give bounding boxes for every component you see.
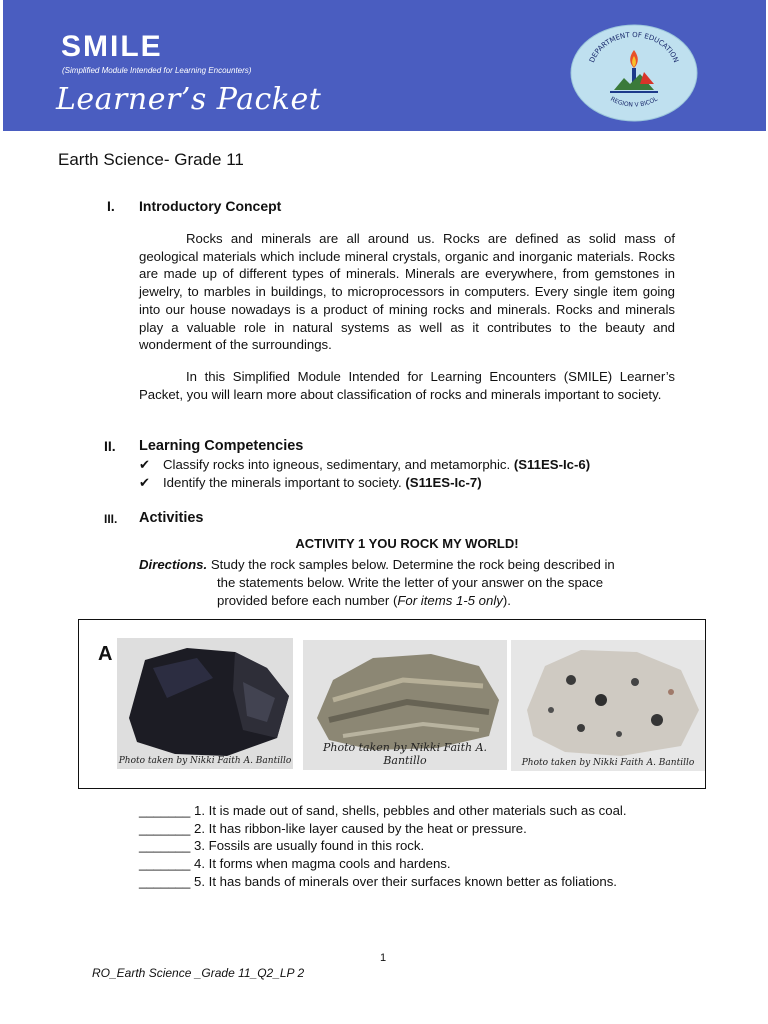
activity-item-2: _______ 2. It has ribbon-like layer caused by the heat or pressure. xyxy=(139,821,527,836)
brand-title: SMILE xyxy=(61,30,163,63)
section-title-competencies: Learning Competencies xyxy=(139,438,304,454)
directions-line-2: the statements below. Write the letter of your answer on the space xyxy=(217,575,604,590)
competency-item: ✔ Classify rocks into igneous, sedimentary, and metamorphic. (S11ES-Ic-6) xyxy=(139,457,591,472)
section-number-intro: I. xyxy=(107,198,115,214)
rock-photo-granite xyxy=(511,640,705,771)
obsidian-rock-image xyxy=(117,638,293,769)
section-title-intro: Introductory Concept xyxy=(139,198,282,214)
activity-title: ACTIVITY 1 YOU ROCK MY WORLD! xyxy=(295,536,519,551)
activity-item-4: _______ 4. It forms when magma cools and hardens. xyxy=(139,856,451,871)
competency-item: ✔ Identify the minerals important to society. (S11ES-Ic-7) xyxy=(139,475,482,490)
box-label: A xyxy=(98,643,113,665)
brand-subtitle: (Simplified Module Intended for Learning Encounters) xyxy=(62,66,252,75)
activity-item-3: _______ 3. Fossils are usually found in this rock. xyxy=(139,838,425,853)
rock-photo-gneiss xyxy=(303,640,507,770)
photo-caption: Photo taken by Nikki Faith A. Bantillo xyxy=(322,741,488,767)
deped-seal-logo xyxy=(570,24,698,122)
svg-text:DEPARTMENT OF EDUCATION: DEPARTMENT OF EDUCATION xyxy=(588,30,680,64)
intro-paragraph-1: Rocks and minerals are all around us. Rocks are defined as solid mass of geological materials which include mineral crystals, organic and inorganic materials. Rocks are made up of different types of minerals. Minerals are everywhere, from gemstones in jewelry, to marbles in buildings, to microprocessors in computers. Every single item going into our house nowadays is a product of mining rocks and minerals. Rocks and minerals play a valuable role in natural systems as well as it contributes to the beauty and wonderment of the surroundings. xyxy=(139,231,675,353)
checkmark-icon: ✔ xyxy=(139,457,151,472)
granite-rock-image xyxy=(511,640,705,771)
packet-title: Learner’s Packet xyxy=(56,82,322,117)
directions-line-3: provided before each number (For items 1-5 only). xyxy=(217,593,511,608)
intro-paragraph-2: In this Simplified Module Intended for Learning Encounters (SMILE) Learner’s Packet, you will learn more about classification of rocks and minerals important to society. xyxy=(139,369,675,402)
photo-caption: Photo taken by Nikki Faith A. Bantillo xyxy=(521,758,695,768)
activity-item-1: _______ 1. It is made out of sand, shells, pebbles and other materials such as coal. xyxy=(139,803,627,818)
section-number-competencies: II. xyxy=(104,438,116,454)
footer-code: RO_Earth Science _Grade 11_Q2_LP 2 xyxy=(92,966,305,980)
photo-caption: Photo taken by Nikki Faith A. Bantillo xyxy=(118,756,292,766)
activity-item-5: _______ 5. It has bands of minerals over their surfaces known better as foliations. xyxy=(139,874,617,889)
section-title-activities: Activities xyxy=(139,510,204,526)
rock-photo-obsidian xyxy=(117,638,293,769)
page-title: Earth Science- Grade 11 xyxy=(58,150,244,169)
directions-line-1: Study the rock samples below. Determine the rock being described in xyxy=(210,557,615,572)
svg-text:REGION V BICOL: REGION V BICOL xyxy=(609,95,659,109)
directions xyxy=(139,556,679,610)
section-number-activities: III. xyxy=(104,512,118,526)
directions-label: Directions. xyxy=(139,557,208,572)
checkmark-icon: ✔ xyxy=(139,475,151,490)
page-number: 1 xyxy=(380,952,387,964)
